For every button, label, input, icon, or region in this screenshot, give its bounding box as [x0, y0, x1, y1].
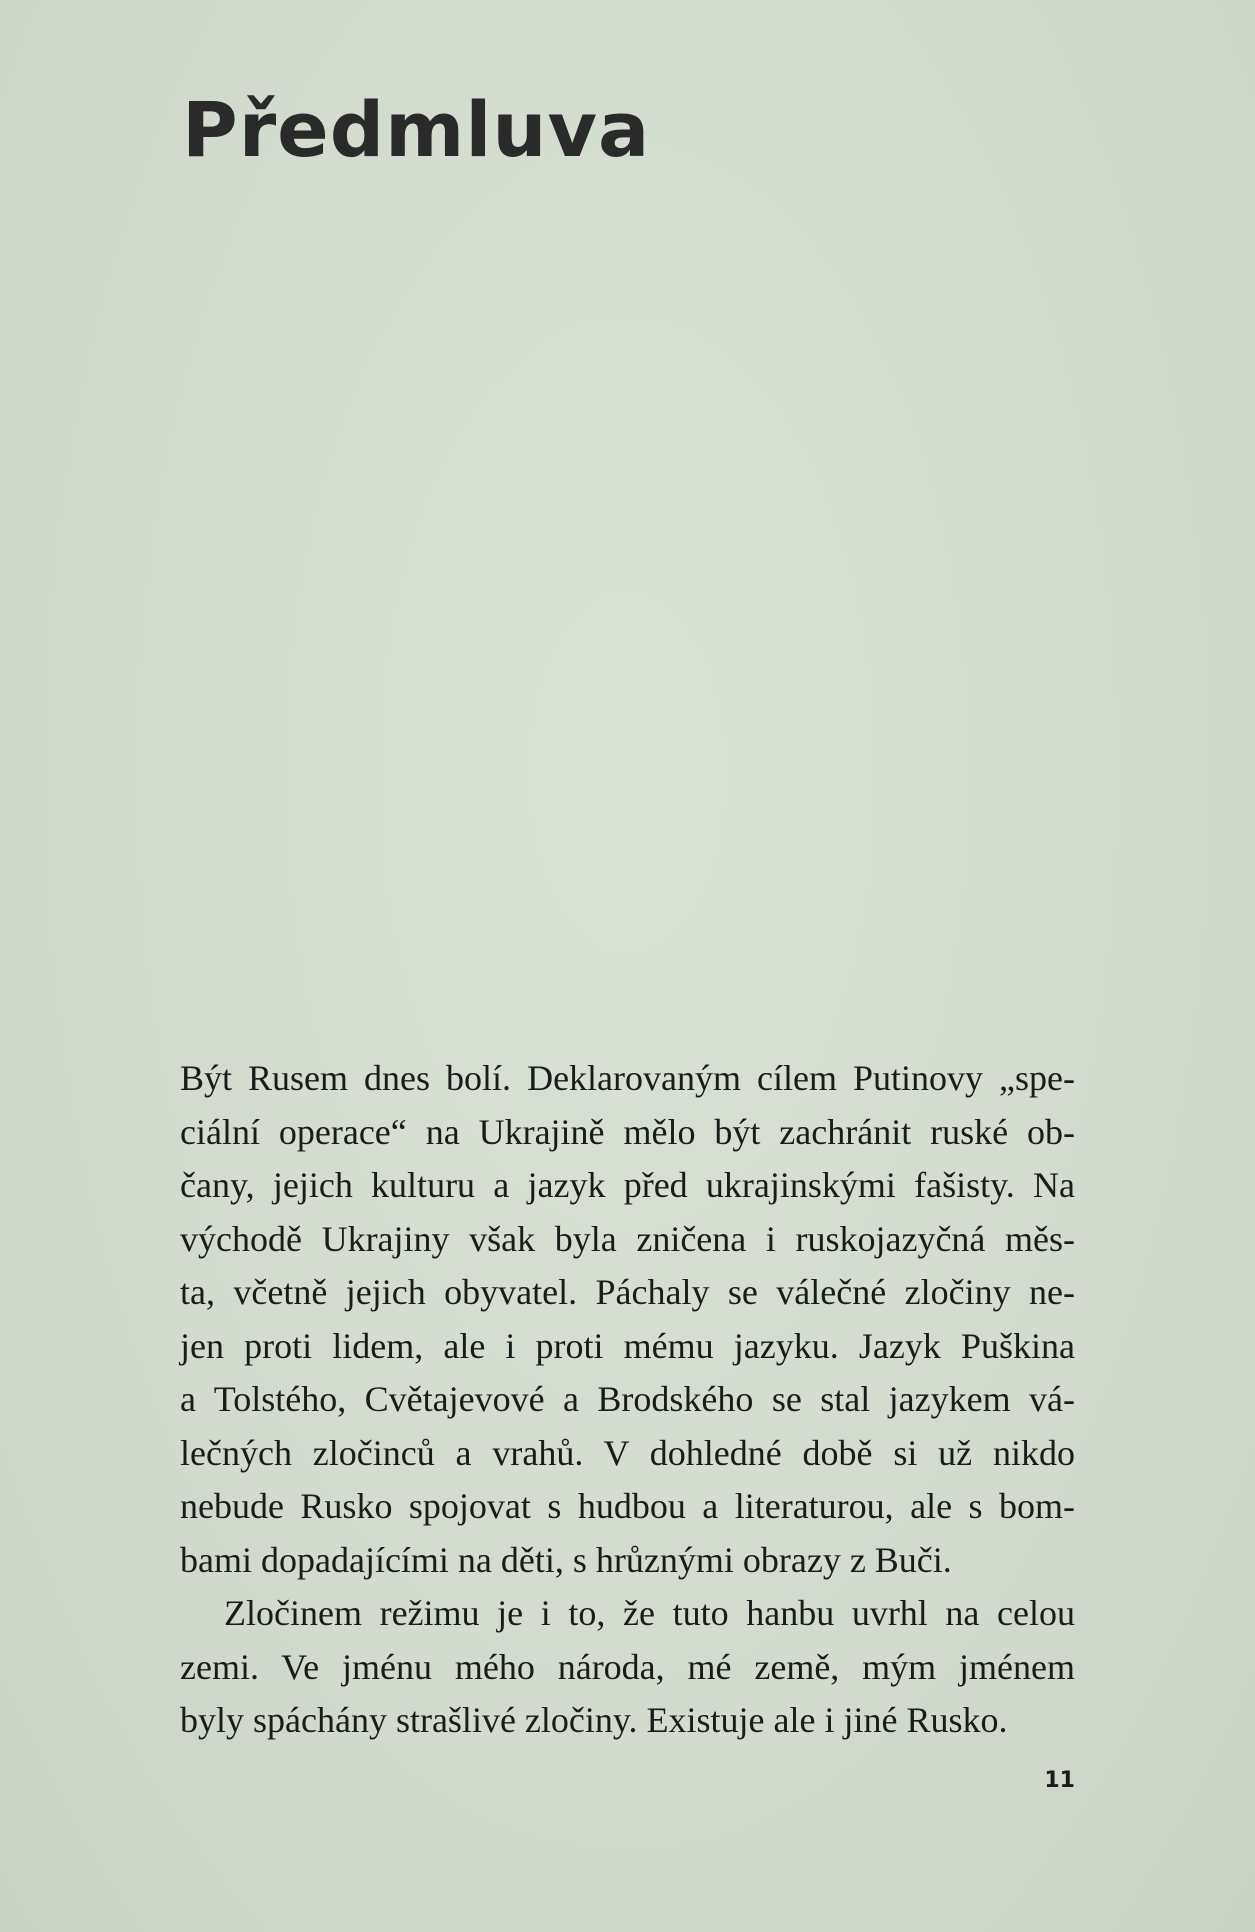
text-line: čany, jejich kulturu a jazyk před ukrajinskými fašisty. Na: [180, 1165, 1075, 1205]
text-line: a Tolstého, Cvětajevové a Brodského se stal jazykem vá-: [180, 1379, 1075, 1419]
text-line: jen proti lidem, ale i proti mému jazyku. Jazyk Puškina: [180, 1325, 1075, 1366]
text-line: nebude Rusko spojovat s hudbou a literaturou, ale s bom-: [180, 1486, 1075, 1526]
text-line: bami dopadajícími na děti, s hrůznými obrazy z Buči.: [180, 1539, 952, 1580]
body-text: [180, 1052, 1075, 1748]
text-line: Být Rusem dnes bolí. Deklarovaným cílem Putinovy „spe-: [180, 1058, 1075, 1098]
text-line: Zločinem režimu je i to, že tuto hanbu uvrhl na celou: [224, 1593, 1075, 1633]
text-line: lečných zločinců a vrahů. V dohledné době si už nikdo: [180, 1432, 1075, 1473]
chapter-title: Předmluva: [182, 85, 651, 174]
text-line: byly spáchány strašlivé zločiny. Existuje ale i jiné Rusko.: [180, 1700, 1008, 1740]
text-line: zemi. Ve jménu mého národa, mé země, mým jménem: [180, 1646, 1075, 1687]
page-number: 11: [1044, 1768, 1075, 1793]
text-line: východě Ukrajiny však byla zničena i ruskojazyčná měs-: [180, 1218, 1075, 1259]
text-line: ciální operace“ na Ukrajině mělo být zachránit ruské ob-: [180, 1111, 1075, 1152]
text-line: ta, včetně jejich obyvatel. Páchaly se válečné zločiny ne-: [180, 1272, 1075, 1312]
